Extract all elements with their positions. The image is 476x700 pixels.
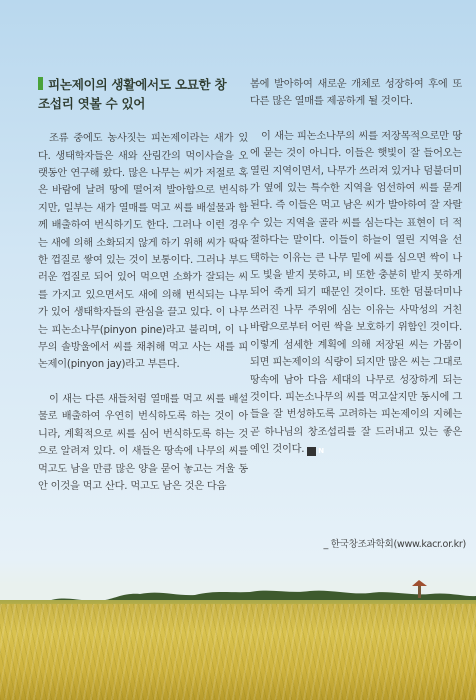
rice-field-background bbox=[0, 604, 476, 700]
body-text: 이 새는 피논소나무의 씨를 저장목적으로만 땅에 묻는 것이 아니다. 이들은 햇빛이 잘 들어오는 열린 지역이면서, 나무가 쓰러져 있거나 덤불더미가 옆에 있는 특수한 지역을 엄선하여 씨를 묻게 된다. 즉 이들은 먹고 남은 씨가 발아하여 잘 자랄 수 있는 지역을 골라 씨를 심는다는 표현이 더 적절하다는 말이다. 이들이 하늘이 열린 지역을 선택하는 이유는 큰 나무 밑에 씨를 심으면 싹이 나도 빛을 받지 못하고, 비 또한 충분히 받지 못하게 되어 죽게 되기 때문인 것이다. 또한 덤불더미나 쓰러진 나무 주위에 심는 이유는 사막성의 거친 바람으로부터 어린 싹을 보호하기 위함인 것이다. 이렇게 섬세한 계획에 의해 저장된 씨는 가뭄이 되면 피논제이의 식량이 되지만 많은 씨는 그대로 땅속에 남아 다음 세대의 나무로 성장하게 되는 것이다. 피논소나무의 씨를 먹고살지만 동시에 그들을 잘 번성하도록 고려하는 피논제이의 지혜는 곧 하나님의 창조섭리를 잘 드러내고 있는 좋은 예인 것이다. bbox=[250, 130, 462, 456]
body-paragraph: 이 새는 다른 새들처럼 열매를 먹고 씨를 배설물로 배출하여 우연히 번식하도록 하는 것이 아니라, 계획적으로 씨를 심어 번식하도록 하는 것으로 알려져 있다. 이 새들은 땅속에 나무의 씨를 먹고도 남을 만큼 많은 양을 묻어 놓고는 겨울 동안 이것을 먹고 산다. 먹고도 남은 것은 다음 bbox=[38, 393, 248, 492]
end-mark-icon: N bbox=[307, 447, 316, 456]
body-paragraph bbox=[250, 128, 462, 459]
heading-marker-icon bbox=[38, 77, 43, 90]
source-credit: _ 한국창조과학회(www.kacr.or.kr) bbox=[323, 539, 466, 550]
heading-line-1: 피논제이의 생활에서도 오묘한 창 bbox=[48, 77, 227, 92]
article-heading bbox=[38, 76, 248, 113]
left-column bbox=[38, 76, 248, 495]
body-paragraph: 봄에 발아하여 새로운 개체로 성장하여 후에 또 다른 많은 열매를 제공하게 될 것이다. bbox=[250, 79, 462, 108]
right-column bbox=[250, 76, 462, 459]
heading-line-2: 조섭리 엿볼 수 있어 bbox=[38, 95, 146, 111]
body-paragraph: 조류 중에도 농사짓는 피논제이라는 새가 있다. 생태학자들은 새와 산림간의 먹이사슬을 오랫동안 연구해 왔다. 많은 나무는 씨가 저절로 혹은 바람에 날려 땅에 떨어져 발아함으로 번식하지만, 일부는 새가 열매를 먹고 씨를 배설물과 함께 배출하여 번식하기도 한다. 그러나 이런 경우는 새에 의해 소화되지 않게 하기 위해 씨가 딱딱한 껍질로 쌓여 있는 것이 보통이다. 그러나 부드러운 껍질로 되어 있어 먹으면 소화가 잘되는 씨를 가지고 있으면서도 새에 의해 번식되는 나무가 있어 생태학자들의 관심을 끌고 있다. 이 나무는 피논소나무(pinyon pine)라고 불리며, 이 나무의 솔방울에서 씨를 채취해 먹고 사는 새를 피논제이(pinyon jay)라고 부른다. bbox=[38, 133, 248, 371]
